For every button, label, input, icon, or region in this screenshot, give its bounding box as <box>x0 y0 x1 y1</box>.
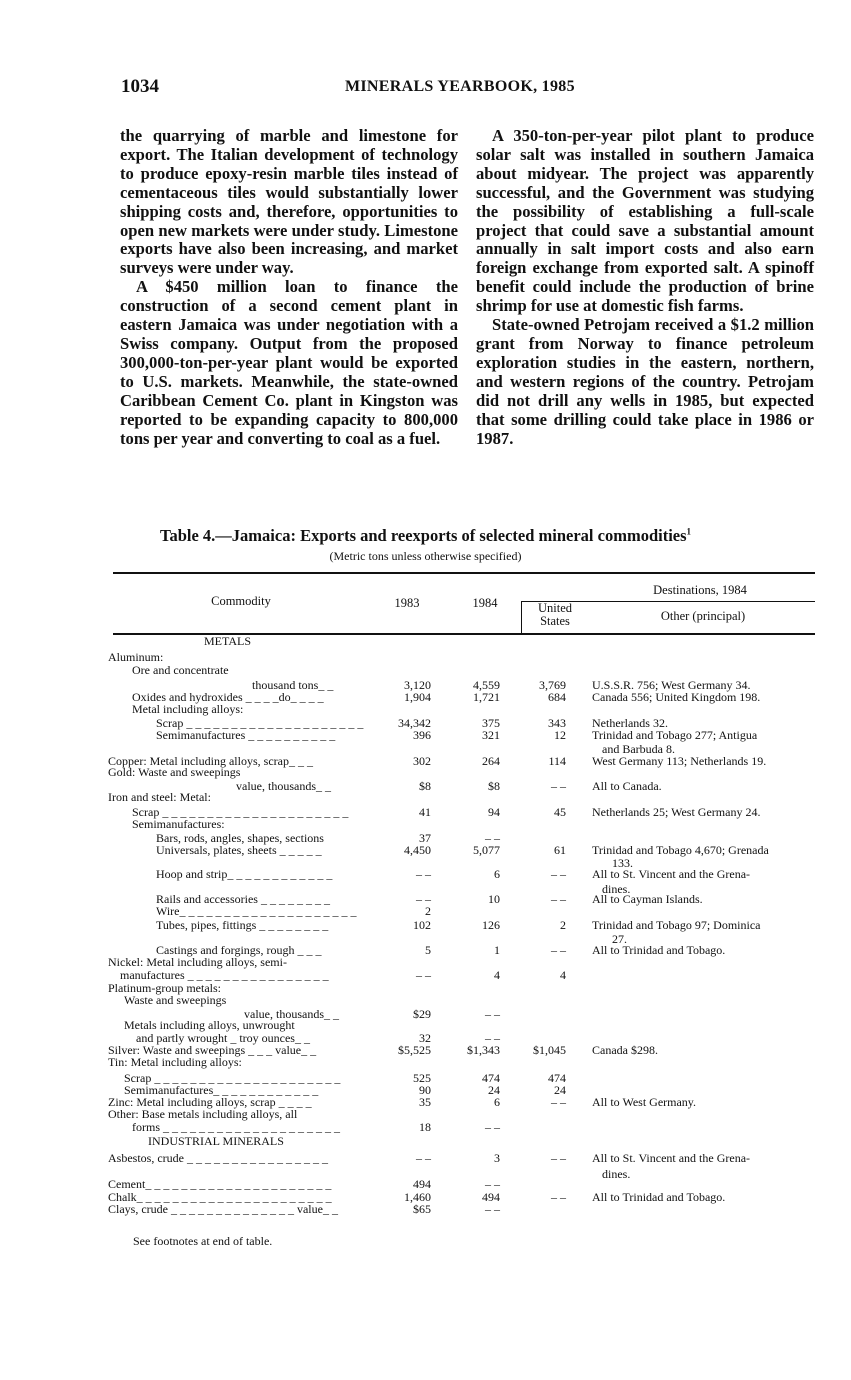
value-1983-cell: – – <box>416 1151 431 1165</box>
commodity-cell: Tubes, pipes, fittings _ _ _ _ _ _ _ _ <box>156 918 329 932</box>
commodity-cell: Wire_ _ _ _ _ _ _ _ _ _ _ _ _ _ _ _ _ _ _ _ <box>156 904 357 918</box>
commodity-cell: manufactures _ _ _ _ _ _ _ _ _ _ _ _ _ _ _ _ <box>120 968 329 982</box>
commodity-cell: Other: Base metals including alloys, all <box>108 1107 298 1121</box>
commodity-cell: Scrap _ _ _ _ _ _ _ _ _ _ _ _ _ _ _ _ _ _ _ _ _ <box>132 805 349 819</box>
value-1984-cell: 3 <box>494 1151 500 1165</box>
commodity-cell: forms _ _ _ _ _ _ _ _ _ _ _ _ _ _ _ _ _ _ _ _ <box>132 1120 340 1134</box>
value-1984-cell: 94 <box>488 805 500 819</box>
value-1984-cell: – – <box>485 1177 500 1191</box>
destination-us-cell: 474 <box>548 1071 566 1085</box>
value-1983-cell: – – <box>416 892 431 906</box>
value-1984-cell: 6 <box>494 1095 500 1109</box>
commodity-cell: Silver: Waste and sweepings _ _ _ value_ _ <box>108 1043 317 1057</box>
us-column-divider <box>521 601 522 634</box>
destination-other-cell: Canada 556; United Kingdom 198. <box>592 690 761 704</box>
destination-other-cell: All to Trinidad and Tobago. <box>592 1190 726 1204</box>
destination-us-cell: 24 <box>554 1083 566 1097</box>
commodity-cell: Rails and accessories _ _ _ _ _ _ _ _ <box>156 892 330 906</box>
destination-us-cell: – – <box>551 943 566 957</box>
commodity-cell: Copper: Metal including alloys, scrap_ _ _ <box>108 754 313 768</box>
paragraph: the quarrying of marble and limestone for export. The Italian development of technology to produce epoxy-resin marble tiles instead of cementaceous tiles would substantially lower shipping costs and, therefore, opportunities to open new markets were under study. Limestone exports have also been increasing, and market surveys were under way. <box>120 126 458 278</box>
value-1984-cell: 474 <box>482 1071 500 1085</box>
value-1984-cell: – – <box>485 1120 500 1134</box>
destination-other-cell: Trinidad and Tobago 277; Antigua <box>592 728 758 742</box>
value-1983-cell: $5,525 <box>398 1043 431 1057</box>
destination-us-cell: 2 <box>560 918 566 932</box>
value-1984-cell: 375 <box>482 716 500 730</box>
value-1984-cell: 4 <box>494 968 500 982</box>
running-header: MINERALS YEARBOOK, 1985 <box>345 78 575 95</box>
commodity-cell: Oxides and hydroxides _ _ _ _do_ _ _ _ <box>132 690 324 704</box>
commodity-cell: Hoop and strip_ _ _ _ _ _ _ _ _ _ _ _ <box>156 867 333 881</box>
commodity-cell: Castings and forgings, rough _ _ _ <box>156 943 322 957</box>
destination-other-cell: Canada $298. <box>592 1043 658 1057</box>
destination-other-cell: U.S.S.R. 756; West Germany 34. <box>592 678 751 692</box>
destination-us-cell: 114 <box>548 754 566 768</box>
destination-other-cell: All to Cayman Islands. <box>592 892 703 906</box>
value-1983-cell: $65 <box>413 1202 431 1216</box>
destination-other-cell: All to Trinidad and Tobago. <box>592 943 726 957</box>
destination-us-cell: 4 <box>560 968 566 982</box>
value-1984-cell: – – <box>485 831 500 845</box>
commodity-cell: Semimanufactures_ _ _ _ _ _ _ _ _ _ _ _ <box>124 1083 319 1097</box>
commodity-cell: Platinum-group metals: <box>108 981 221 995</box>
value-1984-cell: – – <box>485 1031 500 1045</box>
commodity-cell: Gold: Waste and sweepings <box>108 765 241 779</box>
commodity-cell: Aluminum: <box>108 650 164 664</box>
table-title-text: Table 4.—Jamaica: Exports and reexports of selected mineral commodities <box>159 526 687 545</box>
commodity-cell: Scrap _ _ _ _ _ _ _ _ _ _ _ _ _ _ _ _ _ _ _ _ <box>156 716 364 730</box>
value-1983-cell: 18 <box>419 1120 431 1134</box>
value-1984-cell: 1 <box>494 943 500 957</box>
commodity-cell: Bars, rods, angles, shapes, sections <box>156 831 324 845</box>
commodity-cell: Chalk_ _ _ _ _ _ _ _ _ _ _ _ _ _ _ _ _ _ _ _ _ _ <box>108 1190 332 1204</box>
commodity-cell: Ore and concentrate <box>132 663 229 677</box>
destination-us-cell: 12 <box>554 728 566 742</box>
commodity-cell: value, thousands_ _ <box>244 1007 339 1021</box>
paragraph: State-owned Petrojam received a $1.2 million grant from Norway to finance petroleum exploration studies in the eastern, northern, and western regions of the country. Petrojam did not drill any wells in 1985, but expected that some drilling could take place in 1986 or 1987. <box>476 315 814 448</box>
commodity-cell: Clays, crude _ _ _ _ _ _ _ _ _ _ _ _ _ _ value_ _ <box>108 1202 338 1216</box>
destination-us-cell: – – <box>551 1095 566 1109</box>
header-united-states: United States <box>537 601 573 628</box>
text-column-right <box>476 127 814 448</box>
value-1983-cell: – – <box>416 867 431 881</box>
destination-other-cell: dines. <box>602 882 631 896</box>
table-top-rule <box>113 572 815 574</box>
commodity-cell: Cement_ _ _ _ _ _ _ _ _ _ _ _ _ _ _ _ _ _ _ _ _ <box>108 1177 332 1191</box>
commodity-cell: Semimanufactures _ _ _ _ _ _ _ _ _ _ <box>156 728 336 742</box>
commodity-cell: Iron and steel: Metal: <box>108 790 211 804</box>
value-1983-cell: 5 <box>425 943 431 957</box>
commodity-cell: thousand tons_ _ <box>252 678 334 692</box>
destination-us-cell: 684 <box>548 690 566 704</box>
destination-other-cell: 27. <box>612 932 627 946</box>
header-destinations: Destinations, 1984 <box>653 583 747 597</box>
value-1983-cell: 396 <box>413 728 431 742</box>
value-1983-cell: 1,460 <box>404 1190 431 1204</box>
commodity-cell: Nickel: Metal including alloys, semi- <box>108 955 287 969</box>
destination-other-cell: Trinidad and Tobago 4,670; Grenada <box>592 843 769 857</box>
destination-us-cell: – – <box>551 892 566 906</box>
table-title-footnote-mark: 1 <box>686 526 692 537</box>
destination-other-cell: All to Canada. <box>592 779 662 793</box>
value-1983-cell: 37 <box>419 831 431 845</box>
value-1984-cell: 264 <box>482 754 500 768</box>
commodity-cell: Metals including alloys, unwrought <box>124 1018 295 1032</box>
value-1983-cell: $8 <box>419 779 431 793</box>
value-1984-cell: 4,559 <box>473 678 500 692</box>
destination-us-cell: $1,045 <box>533 1043 566 1057</box>
commodity-cell: Semimanufactures: <box>132 817 225 831</box>
destination-other-cell: West Germany 113; Netherlands 19. <box>592 754 767 768</box>
value-1984-cell: $8 <box>488 779 500 793</box>
value-1984-cell: $1,343 <box>467 1043 500 1057</box>
value-1983-cell: 1,904 <box>404 690 431 704</box>
table-section-heading: METALS <box>204 634 252 648</box>
destination-other-cell: and Barbuda 8. <box>602 742 675 756</box>
commodity-cell: Zinc: Metal including alloys, scrap _ _ _ _ <box>108 1095 312 1109</box>
destination-us-cell: – – <box>551 779 566 793</box>
commodity-cell: Metal including alloys: <box>132 702 244 716</box>
value-1983-cell: 34,342 <box>398 716 431 730</box>
destination-other-cell: Trinidad and Tobago 97; Dominica <box>592 918 761 932</box>
value-1983-cell: – – <box>416 968 431 982</box>
commodity-cell: Tin: Metal including alloys: <box>108 1055 242 1069</box>
commodity-cell: value, thousands_ _ <box>236 779 331 793</box>
value-1983-cell: 494 <box>413 1177 431 1191</box>
value-1983-cell: 302 <box>413 754 431 768</box>
destination-us-cell: – – <box>551 1190 566 1204</box>
value-1984-cell: 494 <box>482 1190 500 1204</box>
destination-us-cell: 45 <box>554 805 566 819</box>
value-1983-cell: 3,120 <box>404 678 431 692</box>
destination-us-cell: 3,769 <box>539 678 566 692</box>
value-1984-cell: – – <box>485 1202 500 1216</box>
value-1984-cell: 126 <box>482 918 500 932</box>
destination-us-cell: – – <box>551 867 566 881</box>
value-1983-cell: 102 <box>413 918 431 932</box>
header-commodity: Commodity <box>211 594 271 608</box>
destination-other-cell: 133. <box>612 856 633 870</box>
header-1983: 1983 <box>394 596 420 610</box>
commodity-cell: Universals, plates, sheets _ _ _ _ _ <box>156 843 322 857</box>
value-1984-cell: 321 <box>482 728 500 742</box>
table-footnote: See footnotes at end of table. <box>133 1234 273 1248</box>
value-1983-cell: $29 <box>413 1007 431 1021</box>
destination-us-cell: 343 <box>548 716 566 730</box>
header-other-principal: Other (principal) <box>660 609 746 623</box>
destination-other-cell: dines. <box>602 1167 631 1181</box>
value-1983-cell: 525 <box>413 1071 431 1085</box>
value-1983-cell: 2 <box>425 904 431 918</box>
destination-other-cell: All to St. Vincent and the Grena- <box>592 867 751 881</box>
commodity-cell: Waste and sweepings <box>124 993 227 1007</box>
commodity-cell: Asbestos, crude _ _ _ _ _ _ _ _ _ _ _ _ _ _ _ _ <box>108 1151 328 1165</box>
paragraph: A $450 million loan to finance the construction of a second cement plant in eastern Jamaica was under negotiation with a Swiss company. Output from the proposed 300,000-ton-per-year plant would be exported to U.S. markets. Meanwhile, the state-owned Caribbean Cement Co. plant in Kingston was reported to be expanding capacity to 800,000 tons per year and converting to coal as a fuel. <box>120 277 458 448</box>
value-1983-cell: 35 <box>419 1095 431 1109</box>
paragraph: A 350-ton-per-year pilot plant to produce solar salt was installed in southern Jamaica about midyear. The project was apparently successful, and the Government was studying the possibility of establishing a full-scale project that could save a substantial amount annually in salt import costs and also earn foreign exchange from exported salt. A spinoff benefit could include the production of brine shrimp for use at domestic fish farms. <box>476 126 814 316</box>
destination-other-cell: All to St. Vincent and the Grena- <box>592 1151 751 1165</box>
table-section-heading: INDUSTRIAL MINERALS <box>148 1134 284 1148</box>
value-1984-cell: 5,077 <box>473 843 500 857</box>
value-1983-cell: 4,450 <box>404 843 431 857</box>
page-number: 1034 <box>121 76 159 97</box>
value-1983-cell: 90 <box>419 1083 431 1097</box>
value-1983-cell: 32 <box>419 1031 431 1045</box>
value-1984-cell: 6 <box>494 867 500 881</box>
destination-other-cell: Netherlands 25; West Germany 24. <box>592 805 761 819</box>
header-1984: 1984 <box>472 596 498 610</box>
destination-other-cell: All to West Germany. <box>592 1095 697 1109</box>
destination-us-cell: 61 <box>554 843 566 857</box>
text-column-left <box>120 127 458 448</box>
value-1984-cell: 10 <box>488 892 500 906</box>
value-1984-cell: 24 <box>488 1083 500 1097</box>
value-1984-cell: 1,721 <box>473 690 500 704</box>
destination-us-cell: – – <box>551 1151 566 1165</box>
destination-other-cell: Netherlands 32. <box>592 716 668 730</box>
value-1983-cell: 41 <box>419 805 431 819</box>
table-title <box>0 526 851 546</box>
value-1984-cell: – – <box>485 1007 500 1021</box>
commodity-cell: and partly wrought _ troy ounces_ _ <box>136 1031 310 1045</box>
commodity-cell: Scrap _ _ _ _ _ _ _ _ _ _ _ _ _ _ _ _ _ _ _ _ _ <box>124 1071 341 1085</box>
table-subtitle: (Metric tons unless otherwise specified) <box>329 549 522 563</box>
